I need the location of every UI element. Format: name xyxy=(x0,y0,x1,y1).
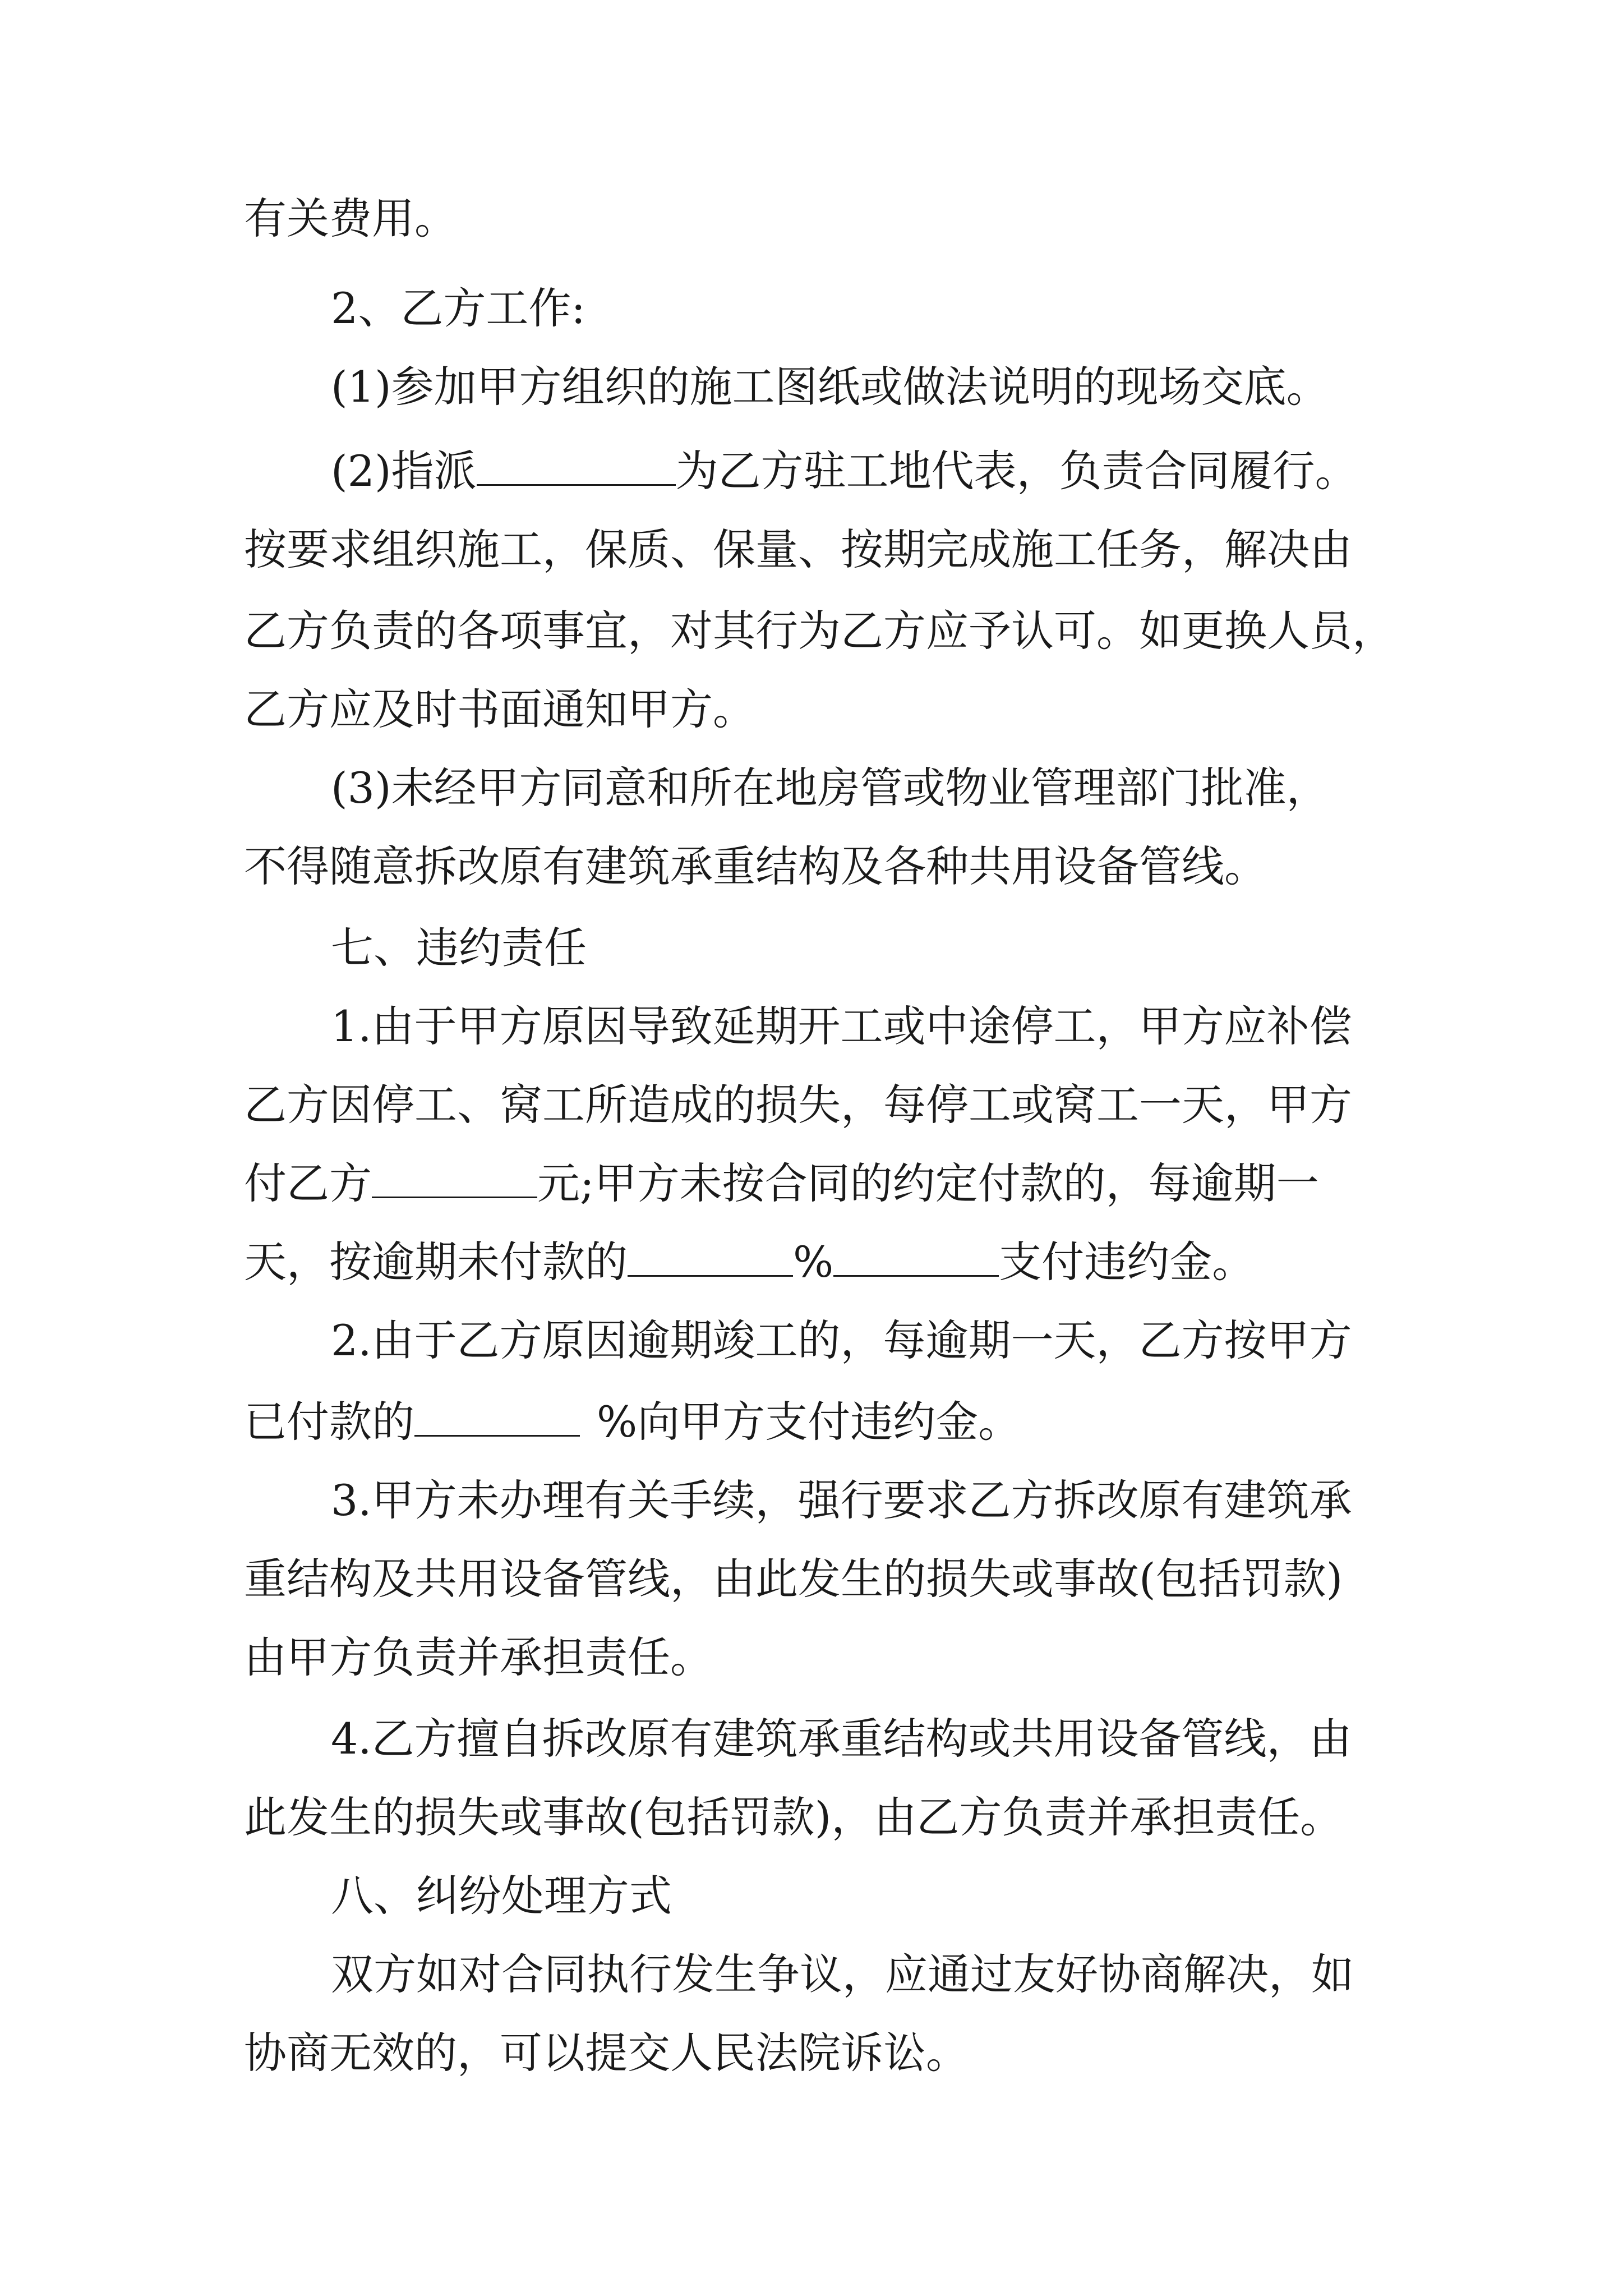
fill-in-blank xyxy=(833,1240,999,1277)
line-text: 按要求组织施工，保质、保量、按期完成施工任务，解决由 xyxy=(244,524,1352,574)
line-text: 4.乙方擅自拆改原有建筑承重结构或共用设备管线，由 xyxy=(331,1714,1352,1764)
fill-in-blank xyxy=(372,1162,537,1198)
text-line xyxy=(244,682,755,738)
text-line xyxy=(331,1711,1352,1767)
line-text: 由甲方负责并承担责任。 xyxy=(244,1632,713,1682)
text-line xyxy=(244,1551,1343,1607)
text-line xyxy=(331,1313,1352,1369)
text-line xyxy=(244,1156,1319,1212)
line-text: %向甲方支付违约金。 xyxy=(597,1397,1021,1447)
section-heading xyxy=(331,1868,672,1924)
line-text: 乙方应及时书面通知甲方。 xyxy=(244,684,755,734)
text-line xyxy=(331,443,1358,499)
line-text: 付乙方 xyxy=(244,1158,372,1208)
text-line xyxy=(244,1234,1255,1290)
line-text: 七、违约责任 xyxy=(331,923,587,973)
line-text: 元;甲方未按合同的约定付款的，每逾期一 xyxy=(537,1158,1319,1208)
line-text: 2.由于乙方原因逾期竣工的，每逾期一天，乙方按甲方 xyxy=(331,1315,1352,1365)
line-text: 天，按逾期未付款的 xyxy=(244,1237,628,1287)
line-text: 协商无效的，可以提交人民法院诉讼。 xyxy=(244,2028,969,2078)
line-text: 3.甲方未办理有关手续，强行要求乙方拆改原有建筑承 xyxy=(331,1475,1352,1525)
line-text: 已付款的 xyxy=(244,1397,414,1447)
fill-in-blank xyxy=(414,1400,580,1437)
section-heading xyxy=(331,920,587,976)
line-text: (1)参加甲方组织的施工图纸或做法说明的现场交底。 xyxy=(331,362,1329,412)
line-text: 此发生的损失或事故(包括罚款)，由乙方负责并承担责任。 xyxy=(244,1792,1343,1842)
line-text: 不得随意拆改原有建筑承重结构及各种共用设备管线。 xyxy=(244,841,1267,891)
line-text: (2)指派 xyxy=(331,446,477,496)
text-line xyxy=(244,1630,713,1686)
text-line xyxy=(244,1789,1343,1846)
line-text: 重结构及共用设备管线，由此发生的损失或事故(包括罚款) xyxy=(244,1554,1343,1604)
text-line xyxy=(331,1947,1354,2003)
text-line xyxy=(244,839,1267,895)
text-line xyxy=(244,603,1395,659)
line-text: 有关费用。 xyxy=(244,194,457,243)
line-text: 2、乙方工作: xyxy=(331,283,585,333)
text-line xyxy=(244,191,457,247)
text-line xyxy=(244,1394,1021,1450)
section-heading xyxy=(331,280,585,337)
text-line xyxy=(331,1473,1352,1529)
line-text: 乙方因停工、窝工所造成的损失，每停工或窝工一天，甲方 xyxy=(244,1080,1352,1130)
line-text: 支付违约金。 xyxy=(999,1237,1255,1287)
text-line xyxy=(331,760,1329,816)
text-line xyxy=(244,1077,1352,1133)
text-line xyxy=(244,2025,969,2081)
text-line xyxy=(331,999,1352,1055)
line-text: (3)未经甲方同意和所在地房管或物业管理部门批准， xyxy=(331,763,1329,813)
line-text: 1.由于甲方原因导致延期开工或中途停工，甲方应补偿 xyxy=(331,1001,1352,1051)
line-text: 为乙方驻工地代表，负责合同履行。 xyxy=(675,446,1358,496)
text-line xyxy=(244,522,1352,578)
fill-in-blank xyxy=(477,449,676,486)
fill-in-blank xyxy=(628,1240,793,1277)
line-text: 八、纠纷处理方式 xyxy=(331,1871,672,1921)
line-text: 双方如对合同执行发生争议，应通过友好协商解决，如 xyxy=(331,1949,1354,1999)
line-text: % xyxy=(793,1237,834,1287)
line-text: 乙方负责的各项事宜，对其行为乙方应予认可。如更换人员， xyxy=(244,606,1395,656)
text-line xyxy=(331,359,1329,415)
